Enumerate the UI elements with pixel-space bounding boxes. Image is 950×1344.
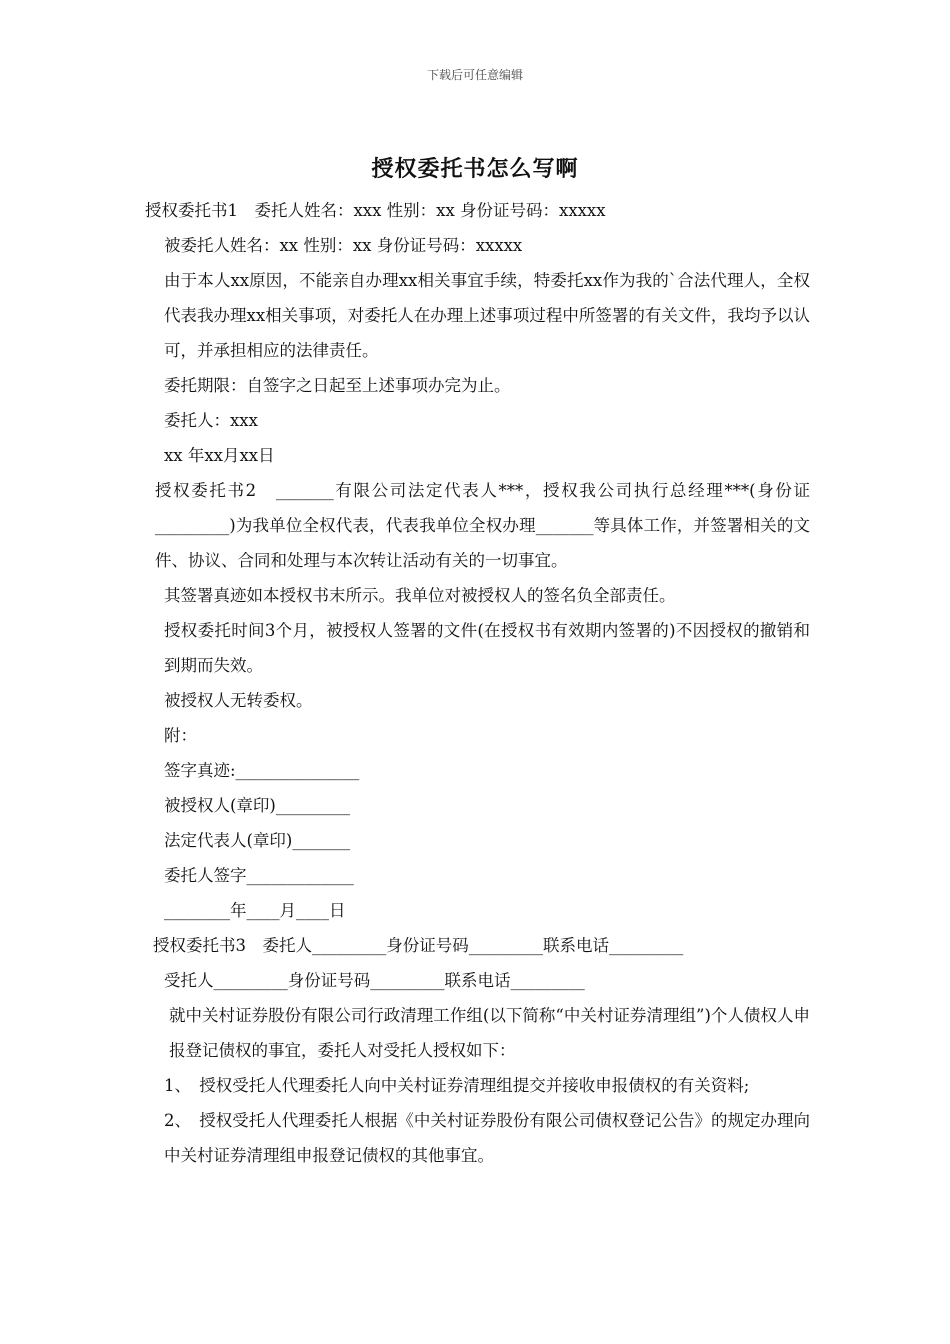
paragraph-10: 被授权人无转委权。: [164, 691, 313, 710]
paragraph-20: 1、 授权受托人代理委托人向中关村证券清理组提交并接收申报债权的有关资料;: [164, 1076, 750, 1095]
paragraph-1: 授权委托书1 委托人姓名：xxx 性别：xx 身份证号码：xxxxx: [145, 201, 606, 220]
paragraph-5: 委托人：xxx: [164, 411, 258, 430]
paragraph-8: 其签署真迹如本授权书末所示。我单位对被授权人的签名负全部责任。: [164, 586, 676, 605]
paragraph-19: 就中关村证券股份有限公司行政清理工作组(以下简称“中关村证券清理组”)个人债权人申报登记债权的事宜，委托人对受托人授权如下：: [169, 1006, 810, 1060]
document-body: [145, 193, 810, 1173]
paragraph-12: 签字真迹:_______________: [164, 761, 360, 780]
paragraph-14: 法定代表人(章印)_______: [164, 831, 351, 850]
document-title: 授权委托书怎么写啊: [371, 156, 579, 182]
paragraph-15: 委托人签字_____________: [164, 866, 354, 885]
page-header-note: 下载后可任意编辑: [426, 68, 523, 82]
paragraph-16: ________年____月____日: [164, 901, 346, 920]
paragraph-21: 2、 授权受托人代理委托人根据《中关村证券股份有限公司债权登记公告》的规定办理向中关村证券清理组申报登记债权的其他事宜。: [164, 1111, 810, 1165]
paragraph-2: 被委托人姓名：xx 性别：xx 身份证号码：xxxxx: [164, 236, 523, 255]
paragraph-9: 授权委托时间3个月，被授权人签署的文件(在授权书有效期内签署的)不因授权的撤销和到期而失效。: [164, 621, 810, 675]
paragraph-17: 授权委托书3 委托人_________身份证号码_________联系电话_________: [153, 936, 684, 955]
paragraph-11: 附：: [164, 726, 197, 745]
paragraph-7: 授权委托书2 _______有限公司法定代表人***，授权我公司执行总经理***(身份证_________)为我单位全权代表，代表我单位全权办理_______等具体工作，并签署相关的文件、协议、合同和处理与本次转让活动有关的一切事宜。: [155, 481, 810, 570]
paragraph-4: 委托期限：自签字之日起至上述事项办完为止。: [164, 376, 511, 395]
paragraph-3: 由于本人xx原因，不能亲自办理xx相关事宜手续，特委托xx作为我的`合法代理人，全权代表我办理xx相关事项，对委托人在办理上述事项过程中所签署的有关文件，我均予以认可，并承担相应的法律责任。: [164, 271, 810, 360]
paragraph-13: 被授权人(章印)_________: [164, 796, 351, 815]
paragraph-6: xx 年xx月xx日: [164, 446, 275, 465]
paragraph-18: 受托人_________身份证号码_________联系电话_________: [164, 971, 585, 990]
